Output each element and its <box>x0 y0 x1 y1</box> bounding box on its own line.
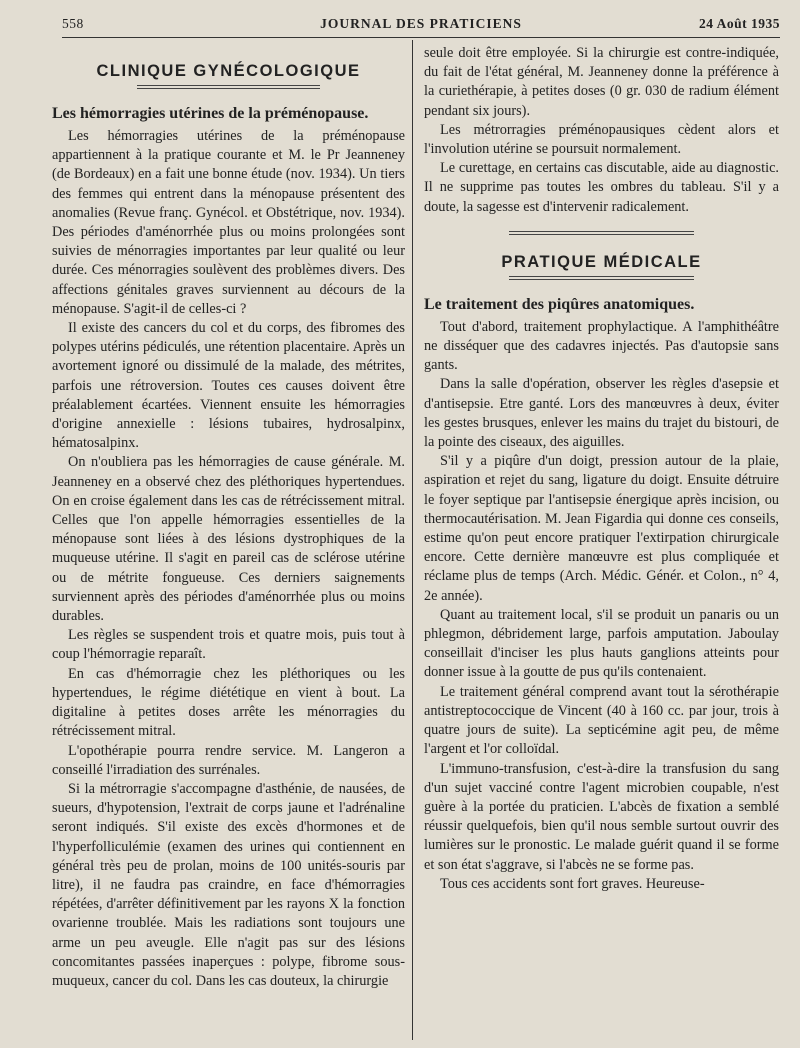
paragraph: Dans la salle d'opération, observer les règles d'asepsie et d'antisepsie. Etre ganté. Lors des manœuvres à deux, éviter les gestes brusques, enlever les mains du trajet du bistouri, de la pointe des ciseaux, des aiguilles. <box>424 376 779 451</box>
paragraph: Tout d'abord, traitement prophylactique. A l'amphithéâtre ne disséquer que des cadavres injectés. Pas d'autopsie sans gants. <box>424 318 779 374</box>
paragraph-continued: seule doit être employée. Si la chirurgie est contre-indiquée, du fait de l'état général, M. Jeanneney donne la préférence à la curiethérapie, à petites doses (0 gr. 030 de radium élément pendant six jours). <box>424 45 779 119</box>
article-title-hemorragies: Les hémorragies utérines de la préménopause. <box>52 105 369 122</box>
paragraph: Le curettage, en certains cas discutable, aide au diagnostic. Il ne supprime pas toutes les ombres du tableau. S'il y a doute, la sagesse est d'intervenir radicalement. <box>424 160 779 215</box>
paragraph: Les hémorragies utérines de la préménopause appartiennent à la pratique courante et M. le Pr Jeanneney (de Bordeaux) en a fait une bonne étude (nov. 1934). Un tiers des femmes qui entrent dans la ménopause présentent des anomalies (Revue franç. Gynécol. et Obstétrique, nov. 1934). Des périodes d'aménorrhée plus ou moins prolongées sont suivies de ménorragies importantes par leur qualité ou leur durée. Ces ménorragies soulèvent des problèmes divers. Des affections génitales graves surviennent au décours de la ménopause. S'agit-il de celles-ci ? <box>52 128 405 317</box>
article-title-piqures: Le traitement des piqûres anatomiques. <box>424 295 695 313</box>
paragraph: L'immuno-transfusion, c'est-à-dire la transfusion du sang d'un sujet vacciné contre l'agent microbien coupable, n'est guère à la portée du praticien. L'abcès de fixation a semblé réussir quelquefois, bien qu'il nous semble surtout ouvrir des lumières sur le pronostic. Le malade guérit quand il se forme et son état s'aggrave, si l'abcès ne se forme pas. <box>424 760 779 873</box>
page-header <box>62 14 780 36</box>
paragraph: Si la métrorragie s'accompagne d'asthénie, de nausées, de sueurs, d'hypotension, l'extrait de corps jaune et l'adrénaline seront indiqués. S'il existe des excès d'hormones et de l'hyperfolliculémie (examen des urines qui contiennent en général très peu de prolan, moins de 100 unités-souris par litre), il ne faudra pas craindre, en face d'hémorragies répétées, d'arrêter définitivement par les rayons X la fonction ovarienne troublée. Mais les radiations sont toujours une arme un peu aveugle. Elle n'agit pas sur des lésions concomitantes passées inaperçues : polype, fibrome sous-muqueux, cancer du col. Dans les cas douteux, la chirurgie <box>52 780 405 989</box>
paragraph: Tous ces accidents sont fort graves. Heureuse- <box>440 875 705 892</box>
paragraph: Le traitement général comprend avant tout la sérothérapie antistreptococcique de Vincent (40 à 160 cc. par jour, trois à quatre jours de suite). La septicémine agit peu, de même l'argent et l'or colloïdal. <box>424 683 779 758</box>
paragraph: S'il y a piqûre d'un doigt, pression autour de la plaie, aspiration et rejet du sang, ligature du doigt. Ensuite détruire le foyer septique par l'antisepsie énergique après incision, ou thermocautérisation. M. Jean Figardia qui donne ces conseils, estime qu'on peut encore pratiquer l'extirpation chirurgicale encore. Cette dernière manœuvre est plus compliquée et réclame plus de temps (Arch. Médic. Génér. et Colon., n° 4, 2e année). <box>424 453 779 604</box>
issue-date: 24 Août 1935 <box>698 16 780 31</box>
left-column <box>52 44 405 991</box>
paragraph: Il existe des cancers du col et du corps, des fibromes des polypes utérins pédiculés, une rétention placentaire. Après un avortement ignoré ou dissimulé de la malade, des métrites, parfois une rétroversion. Toutes ces causes doivent être préalablement écartées. Viennent ensuite les hémorragies d'origine annexielle : lésions tubaires, hydrosalpinx, hématosalpinx. <box>52 320 405 452</box>
right-column <box>424 44 779 894</box>
section-rule <box>509 276 694 280</box>
section-title-gynecologie: CLINIQUE GYNÉCOLOGIQUE <box>96 62 361 80</box>
section-rule <box>137 85 321 89</box>
paragraph: Les métrorragies préménopausiques cèdent alors et l'involution utérine se poursuit normalement. <box>424 121 779 158</box>
paragraph: En cas d'hémorragie chez les pléthoriques ou les hypertendues, le régime diététique en vient à bout. La digitaline à petites doses arrête les ménorragies du rétrécissement mitral. <box>52 665 405 740</box>
section-title-pratique: PRATIQUE MÉDICALE <box>501 252 702 271</box>
column-divider <box>412 40 413 1040</box>
journal-title: JOURNAL DES PRATICIENS <box>320 16 522 31</box>
paragraph: Quant au traitement local, s'il se produit un panaris ou un phlegmon, débridement large, parfois amputation. Jaboulay conseillait d'inciser les plus hauts ganglions atteints pour donner issue à la goutte de pus qu'ils contenaient. <box>424 606 779 681</box>
paragraph: L'opothérapie pourra rendre service. M. Langeron a conseillé l'irradiation des surrénales. <box>52 742 405 778</box>
paragraph: Les règles se suspendent trois et quatre mois, puis tout à coup l'hémorragie reparaît. <box>52 627 405 663</box>
section-separator <box>509 231 694 235</box>
header-rule <box>62 37 780 38</box>
paragraph: On n'oubliera pas les hémorragies de cause générale. M. Jeanneney en a observé chez des pléthoriques hypertendues. On en croise également dans les cas de rétrécissement mitral. Celles que l'on appelle hémorragies essentielles de la ménopause sont liées à des lésions dystrophiques de la muqueuse utérine. Il s'agit en pareil cas de sclérose utérine ou de métrite fongueuse. Ces derniers saignements surviennent après des périodes d'aménorrhée plus ou moins durables. <box>52 454 405 625</box>
page-number: 558 <box>62 16 84 31</box>
